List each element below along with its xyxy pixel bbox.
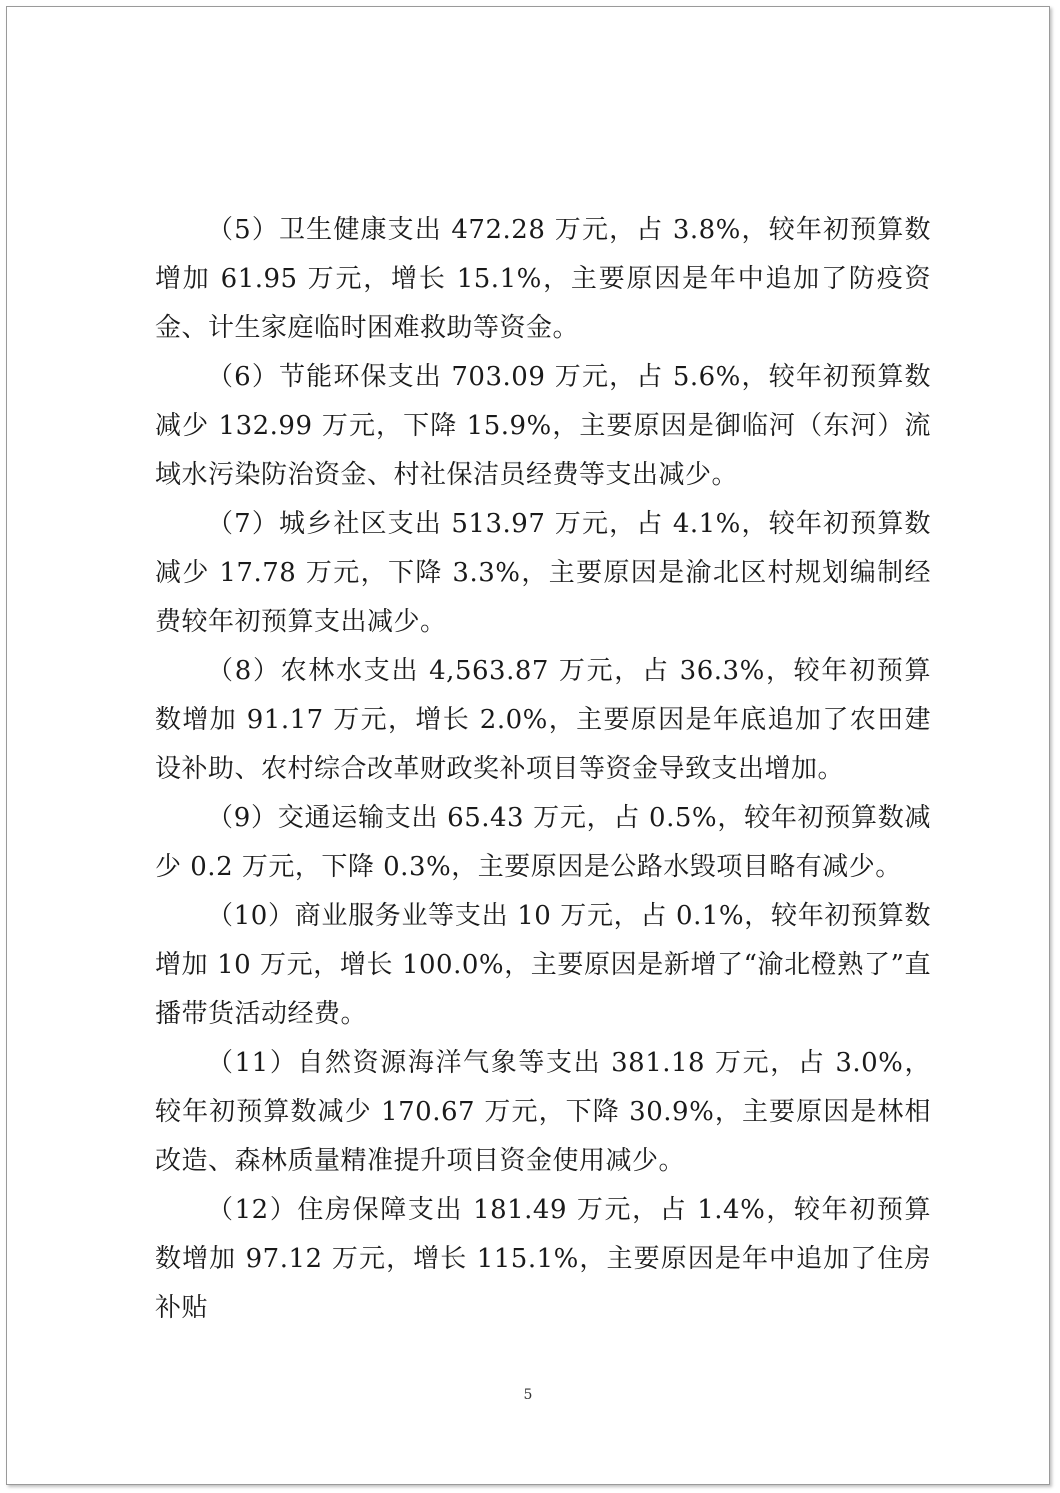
paragraph-transportation-expenditure: （9）交通运输支出 65.43 万元，占 0.5%，较年初预算数减少 0.2 万元，下降 0.3%，主要原因是公路水毁项目略有减少。 — [155, 803, 931, 882]
document-page — [6, 6, 1050, 1485]
page-number: 5 — [523, 1387, 533, 1403]
paragraph-agriculture-forestry-water-expenditure: （8）农林水支出 4,563.87 万元，占 36.3%，较年初预算数增加 91.17 万元，增长 2.0%，主要原因是年底追加了农田建设补助、农村综合改革财政奖补项目等资金导致支出增加。 — [155, 656, 931, 784]
paragraph-urban-rural-community-expenditure: （7）城乡社区支出 513.97 万元，占 4.1%，较年初预算数减少 17.78 万元，下降 3.3%，主要原因是渝北区村规划编制经费较年初预算支出减少。 — [155, 509, 931, 637]
paragraph-housing-security-expenditure: （12）住房保障支出 181.49 万元，占 1.4%，较年初预算数增加 97.12 万元，增长 115.1%，主要原因是年中追加了住房补贴 — [155, 1195, 931, 1323]
paragraph-energy-environment-expenditure: （6）节能环保支出 703.09 万元，占 5.6%，较年初预算数减少 132.99 万元，下降 15.9%，主要原因是御临河（东河）流域水污染防治资金、村社保洁员经费等支出减少。 — [155, 362, 931, 490]
paragraph-health-expenditure: （5）卫生健康支出 472.28 万元，占 3.8%，较年初预算数增加 61.95 万元，增长 15.1%，主要原因是年中追加了防疫资金、计生家庭临时困难救助等资金。 — [155, 215, 931, 343]
paragraph-natural-resources-expenditure: （11）自然资源海洋气象等支出 381.18 万元，占 3.0%，较年初预算数减少 170.67 万元，下降 30.9%，主要原因是林相改造、森林质量精准提升项目资金使用减少。 — [155, 1048, 931, 1176]
paragraph-commerce-services-expenditure: （10）商业服务业等支出 10 万元，占 0.1%，较年初预算数增加 10 万元，增长 100.0%，主要原因是新增了“渝北橙熟了”直播带货活动经费。 — [155, 901, 931, 1029]
document-body — [155, 206, 931, 1333]
